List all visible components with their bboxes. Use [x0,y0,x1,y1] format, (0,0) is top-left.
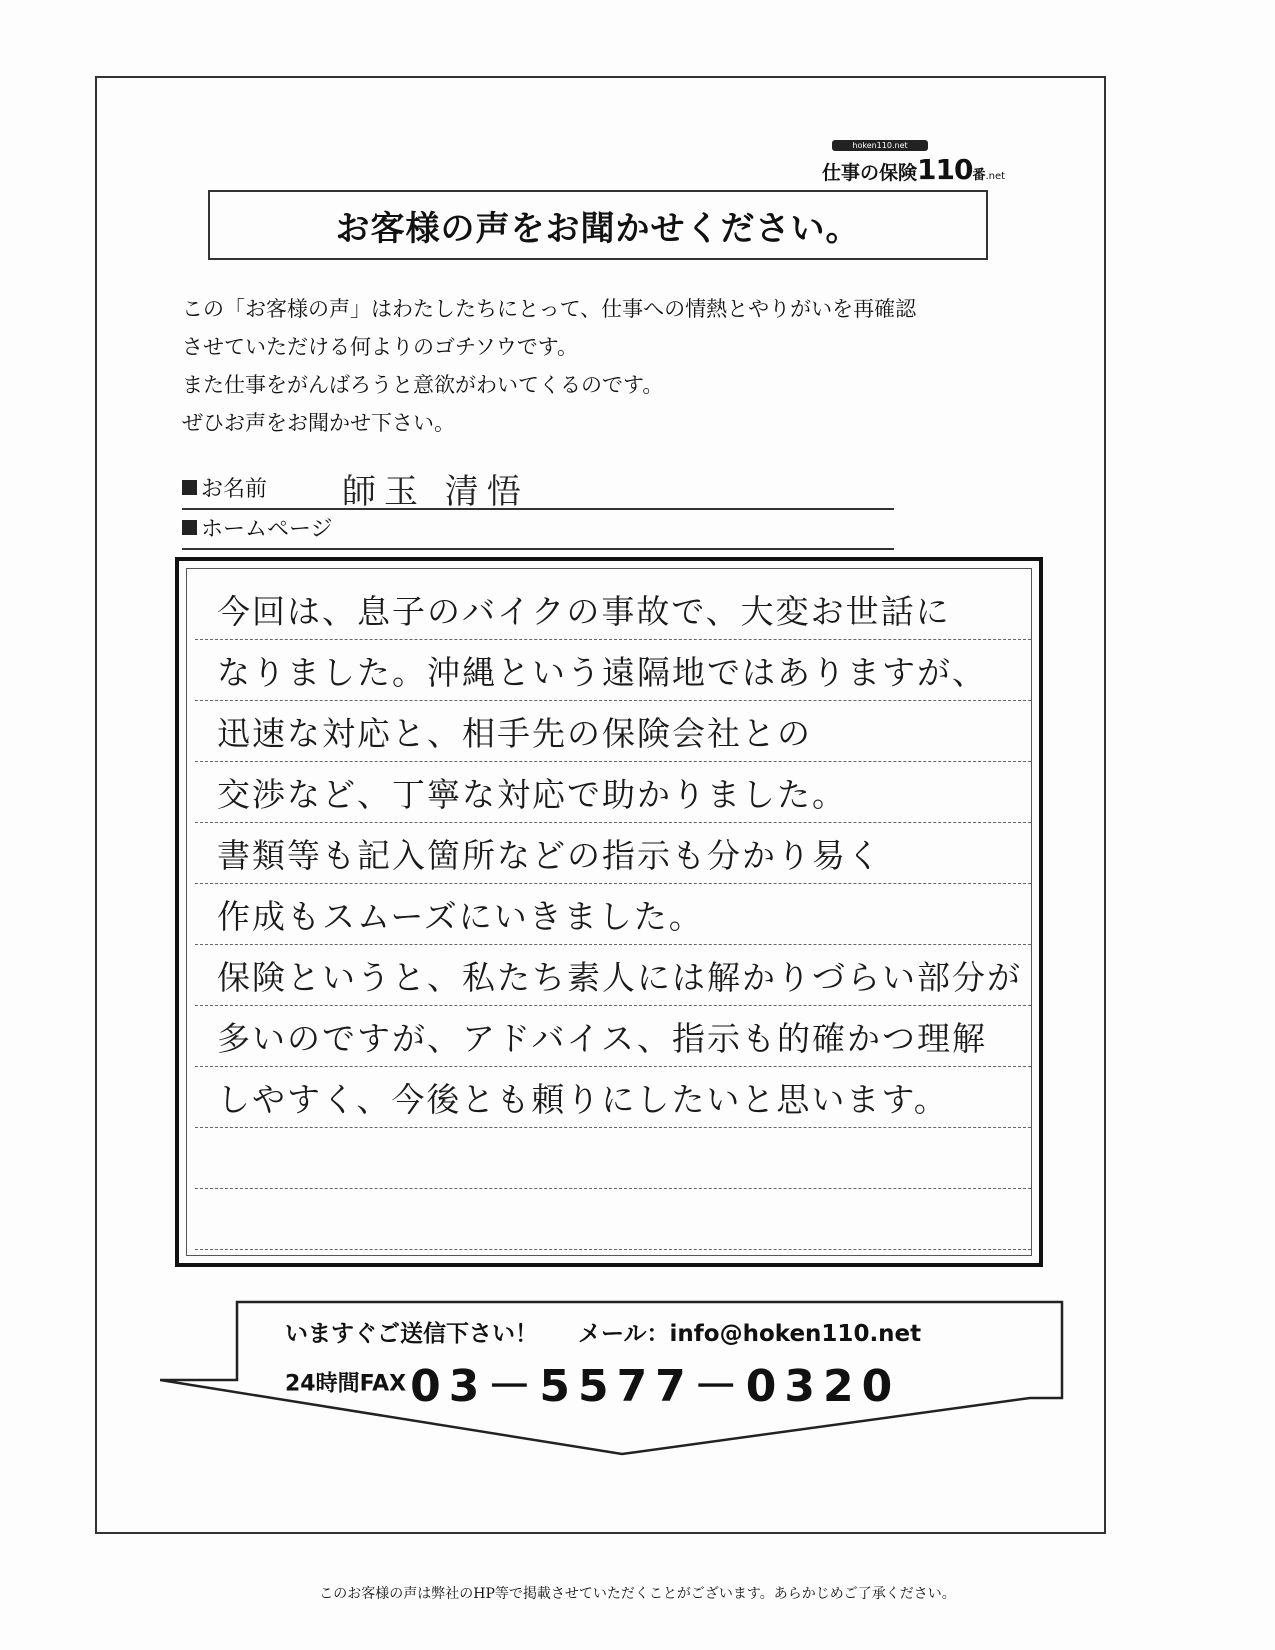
comment-line [195,762,1031,823]
comment-text: 交渉など、丁寧な対応で助かりました。 [217,775,847,814]
fax-number[interactable]: 03－5577－0320 [410,1361,901,1412]
logo-number: 110 [917,153,973,186]
name-field[interactable] [182,472,894,510]
bullet-square-icon [182,520,197,535]
logo-main: 仕事の保険 [822,162,918,184]
comment-text: 迅速な対応と、相手先の保険会社との [217,714,812,753]
logo-suffix: 番 [972,168,986,183]
name-label: お名前 [201,477,268,502]
comment-line [195,1128,1031,1189]
comment-line [195,701,1031,762]
comment-box[interactable] [175,557,1043,1267]
comment-line [195,884,1031,945]
intro-line: ぜひお声をお聞かせ下さい。 [182,411,455,435]
fax-label: 24時間FAX [285,1371,407,1397]
comment-line [195,1006,1031,1067]
comment-text: 多いのですが、アドバイス、指示も的確かつ理解 [217,1019,987,1058]
comment-line [195,945,1031,1006]
cta-text: いますぐご送信下さい！ [285,1321,538,1347]
fax-line [285,1350,900,1414]
comment-text: 保険というと、私たち素人には解かりづらい部分が [217,958,1022,997]
homepage-label: ホームページ [201,517,333,542]
intro-line: させていただける何よりのゴチソウです。 [182,335,579,359]
comment-line [195,823,1031,884]
comment-line [195,1067,1031,1128]
comment-line [195,579,1031,640]
footer-note: このお客様の声は弊社のHP等で掲載させていただくことがございます。あらかじめご了承ください。 [319,1586,956,1602]
comment-box-inner [186,568,1032,1256]
comment-text: しやすく、今後とも頼りにしたいと思います。 [217,1080,949,1119]
company-logo [822,140,1037,186]
comment-text: 作成もスムーズにいきました。 [217,897,704,936]
bullet-square-icon [182,480,197,495]
comment-lines [195,579,1031,1250]
logo-domain: .net [985,171,1006,182]
comment-line [195,1189,1031,1250]
email-text[interactable]: メール：info@hoken110.net [578,1321,922,1347]
comment-text: 書類等も記入箇所などの指示も分かり易く [217,836,882,875]
comment-text: なりました。沖縄という遠隔地ではありますが、 [217,653,987,692]
contact-line [285,1315,921,1348]
name-value: 師玉 清悟 [342,472,529,512]
intro-text [182,290,1042,442]
logo-tagline: hoken110.net [832,140,928,151]
logo-text [822,153,1005,186]
homepage-field[interactable] [182,512,894,550]
page-title: お客様の声をお聞かせください。 [208,190,988,260]
intro-line: また仕事をがんばろうと意欲がわいてくるのです。 [182,373,664,397]
comment-line [195,640,1031,701]
intro-line: この「お客様の声」はわたしたちにとって、仕事への情熱とやりがいを再確認 [182,297,917,321]
comment-text: 今回は、息子のバイクの事故で、大変お世話に [217,592,951,631]
